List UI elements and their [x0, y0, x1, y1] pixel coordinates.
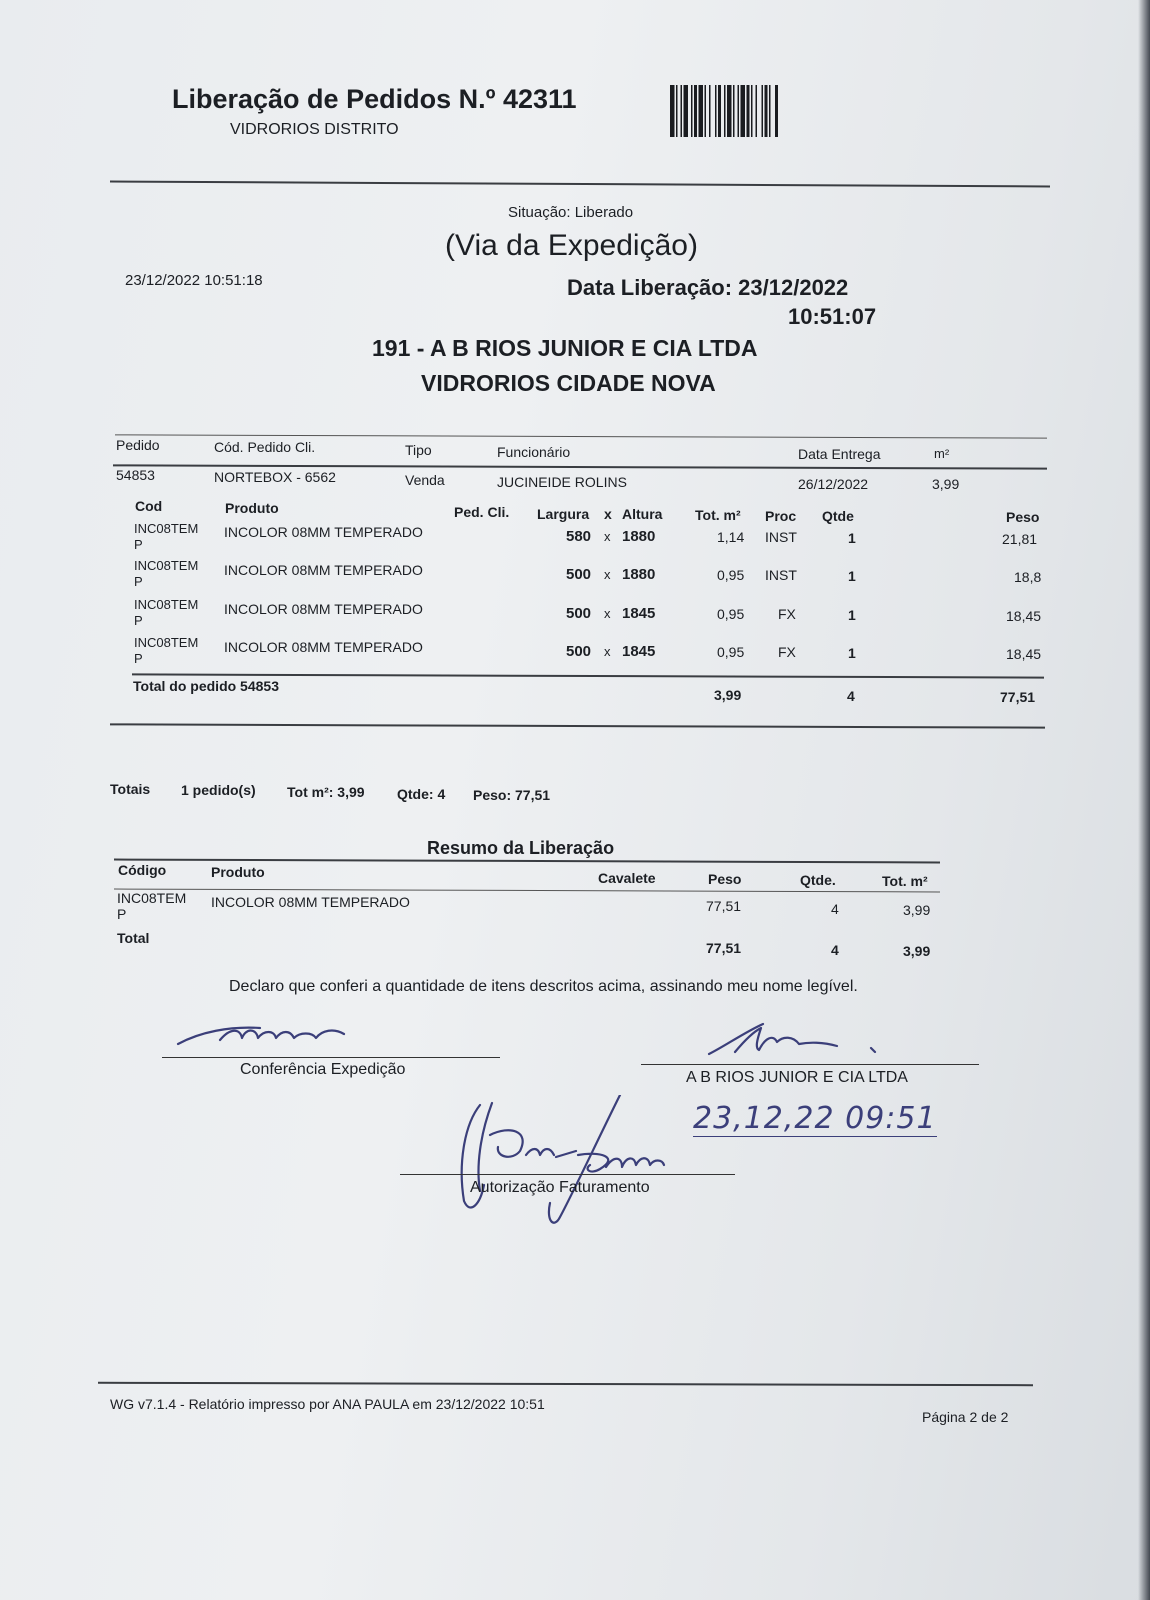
- order-total-label: Total do pedido 54853: [133, 678, 279, 694]
- item-qtde: 1: [848, 568, 856, 584]
- summary-col-codigo: Código: [118, 862, 167, 878]
- order-data-entrega: 26/12/2022: [798, 476, 869, 492]
- footer-printed-by: WG v7.1.4 - Relatório impresso por ANA PAULA em 23/12/2022 10:51: [110, 1396, 545, 1412]
- item-peso: 18,45: [1006, 646, 1042, 662]
- release-date: Data Liberação: 23/12/2022: [567, 275, 849, 300]
- summary-row-produto: INCOLOR 08MM TEMPERADO: [211, 894, 410, 910]
- barcode-bar: [684, 85, 689, 137]
- declaration-text: Declaro que conferi a quantidade de itens descritos acima, assinando meu nome legível.: [229, 978, 858, 995]
- barcode-bar: [705, 85, 707, 137]
- summary-row-tot-m2: 3,99: [903, 902, 931, 918]
- summary-col-produto: Produto: [211, 864, 265, 880]
- item-tot-m2: 0,95: [717, 644, 745, 660]
- col-m2: m²: [934, 446, 950, 461]
- summary-col-peso: Peso: [708, 871, 742, 887]
- header-divider: [110, 181, 1050, 188]
- summary-title: Resumo da Liberação: [427, 838, 615, 858]
- item-cod: INC08TEM: [134, 635, 199, 650]
- totals-pedidos: 1 pedido(s): [181, 782, 256, 798]
- item-produto: INCOLOR 08MM TEMPERADO: [224, 639, 423, 655]
- summary-row-cod-suffix: P: [117, 906, 127, 922]
- summary-row-peso: 77,51: [706, 898, 742, 914]
- item-largura: 500: [566, 605, 592, 622]
- item-col-x: x: [604, 506, 612, 522]
- barcode-bar: [756, 85, 758, 137]
- summary-col-qtde: Qtde.: [800, 872, 836, 888]
- conference-label: Conferência Expedição: [240, 1061, 406, 1078]
- authorization-signature-line: [400, 1174, 735, 1175]
- item-peso: 21,81: [1002, 531, 1038, 547]
- summary-col-tot-m2: Tot. m²: [882, 873, 928, 889]
- item-produto: INCOLOR 08MM TEMPERADO: [224, 524, 423, 540]
- summary-col-cavalete: Cavalete: [598, 870, 656, 886]
- conference-signature: [170, 1018, 370, 1048]
- item-col-ped-cli: Ped. Cli.: [454, 504, 510, 520]
- copy-label: (Via da Expedição): [445, 229, 698, 262]
- summary-total-qtde: 4: [831, 942, 839, 958]
- situation: Situação: Liberado: [508, 204, 634, 221]
- summary-total-peso: 77,51: [706, 940, 742, 956]
- client-signature-line: [641, 1064, 979, 1065]
- barcode-bar: [670, 85, 675, 137]
- barcode-bar: [718, 85, 721, 137]
- client-branch: VIDRORIOS CIDADE NOVA: [421, 370, 716, 396]
- item-produto: INCOLOR 08MM TEMPERADO: [224, 562, 423, 578]
- barcode-bar: [694, 85, 697, 137]
- order-funcionario: JUCINEIDE ROLINS: [497, 474, 627, 490]
- barcode-bar: [727, 85, 732, 137]
- barcode-bar: [775, 85, 778, 137]
- totals-peso: Peso: 77,51: [473, 787, 551, 803]
- item-proc: INST: [765, 529, 797, 545]
- item-cod: INC08TEM: [134, 558, 199, 573]
- item-tot-m2: 1,14: [717, 529, 745, 545]
- item-peso: 18,8: [1014, 569, 1042, 585]
- item-cod: INC08TEM: [134, 597, 199, 612]
- summary-row-qtde: 4: [831, 901, 839, 917]
- authorization-signature: [450, 1095, 680, 1225]
- order-tipo: Venda: [405, 472, 445, 488]
- col-funcionario: Funcionário: [497, 444, 571, 460]
- item-proc: FX: [778, 644, 796, 660]
- item-largura: 500: [566, 566, 592, 583]
- summary-total-label: Total: [117, 930, 150, 946]
- item-qtde: 1: [848, 607, 856, 623]
- order-total-qtde: 4: [847, 688, 855, 704]
- company-unit: VIDRORIOS DISTRITO: [230, 121, 399, 138]
- barcode-bar: [715, 85, 717, 137]
- item-cod-suffix: P: [134, 537, 143, 552]
- printed-at: 23/12/2022 10:51:18: [125, 272, 263, 289]
- barcode: [670, 85, 838, 137]
- summary-header-rule: [114, 889, 940, 893]
- item-qtde: 1: [848, 645, 856, 661]
- item-col-cod: Cod: [135, 498, 163, 514]
- footer-page-number: Página 2 de 2: [922, 1409, 1009, 1425]
- order-m2: 3,99: [932, 476, 960, 492]
- summary-total-tot-m2: 3,99: [903, 943, 931, 959]
- barcode-bar: [741, 85, 746, 137]
- barcode-bar: [762, 85, 764, 137]
- order-bottom-rule: [110, 723, 1045, 728]
- item-altura: 1880: [622, 528, 656, 545]
- item-col-peso: Peso: [1006, 509, 1040, 525]
- barcode-bar: [709, 85, 711, 137]
- item-proc: FX: [778, 606, 796, 622]
- item-cod-suffix: P: [134, 574, 143, 589]
- item-largura: 500: [566, 643, 592, 660]
- item-col-qtde: Qtde: [822, 508, 854, 524]
- order-top-rule: [115, 434, 1047, 438]
- item-tot-m2: 0,95: [717, 567, 745, 583]
- item-col-tot-m2: Tot. m²: [695, 507, 741, 523]
- authorization-label: Autorização Faturamento: [470, 1179, 650, 1196]
- item-produto: INCOLOR 08MM TEMPERADO: [224, 601, 423, 617]
- barcode-bar: [681, 85, 683, 137]
- item-tot-m2: 0,95: [717, 606, 745, 622]
- barcode-bar: [691, 85, 693, 137]
- item-cod-suffix: P: [134, 651, 143, 666]
- footer-rule: [98, 1382, 1033, 1386]
- barcode-bar: [733, 85, 735, 137]
- order-total-m2: 3,99: [714, 687, 742, 703]
- document-title: Liberação de Pedidos N.º 42311: [172, 84, 577, 114]
- item-x: x: [604, 644, 611, 659]
- item-x: x: [604, 567, 611, 582]
- item-cod: INC08TEM: [134, 521, 199, 536]
- client-signature: [705, 1020, 895, 1060]
- item-col-largura: Largura: [537, 506, 590, 522]
- barcode-bar: [765, 85, 768, 137]
- order-total-peso: 77,51: [1000, 689, 1036, 705]
- item-col-altura: Altura: [622, 506, 663, 522]
- barcode-bar: [751, 85, 753, 137]
- totals-qtde: Qtde: 4: [397, 786, 446, 802]
- summary-row-cod: INC08TEM: [117, 890, 187, 906]
- barcode-bar: [699, 85, 704, 137]
- client-label: A B RIOS JUNIOR E CIA LTDA: [686, 1069, 908, 1086]
- item-col-proc: Proc: [765, 508, 797, 524]
- barcode-bar: [676, 85, 678, 137]
- totals-m2: Tot m²: 3,99: [287, 784, 365, 800]
- item-cod-suffix: P: [134, 613, 143, 628]
- item-proc: INST: [765, 567, 797, 583]
- item-altura: 1845: [622, 605, 656, 622]
- totals-label: Totais: [110, 781, 151, 797]
- col-tipo: Tipo: [405, 442, 432, 458]
- order-pedido: 54853: [116, 467, 155, 483]
- item-peso: 18,45: [1006, 608, 1042, 624]
- order-cod-cli: NORTEBOX - 6562: [214, 469, 336, 485]
- col-cod-cli: Cód. Pedido Cli.: [214, 439, 316, 455]
- conference-signature-line: [162, 1057, 500, 1058]
- col-pedido: Pedido: [116, 437, 160, 453]
- release-time: 10:51:07: [788, 304, 877, 329]
- summary-top-rule: [114, 859, 940, 864]
- page-edge-shadow: [1138, 0, 1150, 1600]
- item-x: x: [604, 606, 611, 621]
- barcode-bar: [747, 85, 750, 137]
- item-altura: 1845: [622, 643, 656, 660]
- handwritten-date: 23,12,22 09:51: [693, 1101, 937, 1136]
- item-altura: 1880: [622, 566, 656, 583]
- item-qtde: 1: [848, 530, 856, 546]
- item-col-produto: Produto: [225, 500, 279, 516]
- item-x: x: [604, 529, 611, 544]
- item-largura: 580: [566, 528, 592, 545]
- barcode-bar: [738, 85, 740, 137]
- barcode-bar: [769, 85, 771, 137]
- barcode-bar: [724, 85, 726, 137]
- client-name: 191 - A B RIOS JUNIOR E CIA LTDA: [372, 335, 758, 361]
- col-data-entrega: Data Entrega: [798, 446, 881, 462]
